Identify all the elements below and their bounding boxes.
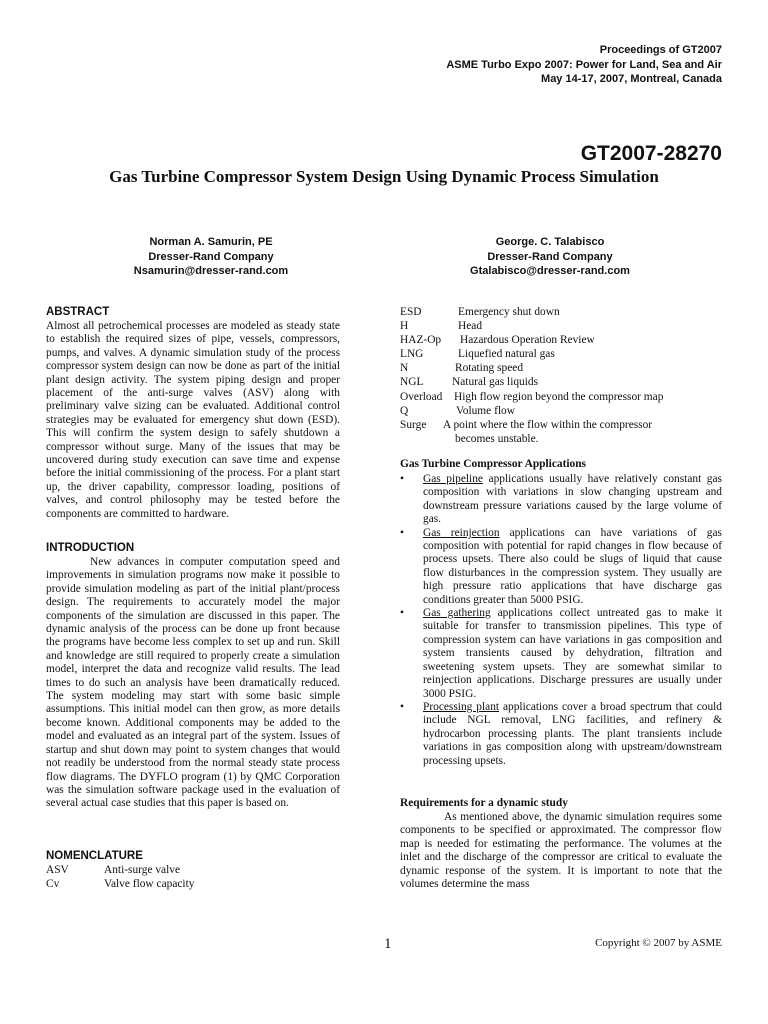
application-term: Gas reinjection (423, 526, 500, 539)
application-term: Gas pipeline (423, 473, 483, 485)
applications-list (400, 473, 722, 768)
nomenclature-symbol: ASV (46, 864, 69, 876)
nomenclature-list-left (46, 863, 340, 891)
application-text: applications cover a broad spectrum that could include NGL removal, LNG facilities, and refinery & hydrocarbon processing plants. The plant transients include variations in gas composition along with upstream/downstream processing upsets. (423, 700, 722, 767)
introduction-heading: INTRODUCTION (46, 542, 135, 554)
nomenclature-item (400, 305, 722, 319)
nomenclature-symbol: Cv (46, 878, 60, 891)
application-term: Processing plant (423, 700, 500, 713)
nomenclature-heading: NOMENCLATURE (46, 850, 143, 862)
nomenclature-item (400, 333, 722, 347)
author-block-1 (116, 235, 306, 279)
abstract-text: Almost all petrochemical processes are modeled as steady state to establish the required sizes of pipe, vessels, compressors, pumps, and valves. A dynamic simulation study of the process compressor system design can now be done as part of the initial plant design activity. The system piping design and proper placement of the anti-surge valves (ASV) along with preliminary valve sizing can be evaluated. Additional control strategies may be evaluated for emergency shut down (ESD). This will confirm the system design to safely shutdown a compressor without surge. Many of the issues that may be uncovered during study execution can save time and expense before the initial commissioning of the process. For a plant start up, the driver capability, compressor loading, positions of valves, and control philosophy may be tested before the components are committed to hardware. (46, 320, 340, 520)
copyright-notice: Copyright © 2007 by ASME (595, 937, 722, 949)
proceedings-title: Proceedings of GT2007 (599, 44, 722, 56)
nomenclature-symbol: NGL (400, 376, 424, 389)
author-email: Nsamurin@dresser-rand.com (133, 265, 289, 277)
author-name: Norman A. Samurin, PE (149, 236, 273, 248)
nomenclature-item (46, 863, 340, 877)
list-item (400, 607, 722, 701)
nomenclature-description: Hazardous Operation Review (460, 334, 595, 347)
requirements-heading: Requirements for a dynamic study (400, 797, 568, 809)
nomenclature-description: Head (458, 320, 483, 333)
list-item (400, 473, 722, 527)
conference-dates: May 14-17, 2007, Montreal, Canada (541, 73, 722, 85)
nomenclature-symbol: LNG (400, 348, 424, 361)
bullet-icon: • (400, 607, 404, 620)
conference-name: ASME Turbo Expo 2007: Power for Land, Sea and Air (446, 58, 722, 71)
nomenclature-item (400, 404, 722, 418)
author-name: George. C. Talabisco (495, 236, 605, 248)
nomenclature-description: A point where the flow within the compressor (443, 418, 653, 431)
application-text: applications collect untreated gas to make it suitable for transfer to transmission pipelines. This type of compression system can have variations in gas composition and system transients caused by dehydration, filtration and sweetening system upsets. They are somewhat similar to reinjection applications. Discharge pressures are usually under 3000 PSIG. (423, 607, 723, 700)
nomenclature-item (400, 361, 722, 375)
nomenclature-symbol: HAZ-Op (400, 334, 442, 347)
paper-title: Gas Turbine Compressor System Design Using Dynamic Process Simulation (109, 167, 659, 186)
nomenclature-symbol: N (400, 362, 409, 375)
nomenclature-description: Rotating speed (455, 362, 524, 375)
nomenclature-description: Volume flow (456, 404, 515, 417)
nomenclature-item (400, 375, 722, 389)
nomenclature-item (400, 319, 722, 333)
nomenclature-description: Natural gas liquids (452, 376, 539, 389)
proceedings-block (446, 43, 722, 87)
nomenclature-description: Anti-surge valve (104, 864, 181, 876)
author-company: Dresser-Rand Company (148, 250, 274, 263)
nomenclature-item (46, 877, 340, 891)
requirements-text: As mentioned above, the dynamic simulation requires some components to be specified or approximated. The compressor flow map is needed for estimating the performance. The volumes at the inlet and the discharge of the compressor are critical to evaluate the dynamic response of the system. It is important to note that the volumes determine the mass (400, 811, 722, 891)
nomenclature-symbol: H (400, 320, 409, 333)
introduction-text: New advances in computer computation speed and improvements in simulation programs now make it possible to provide simulation modeling as part of the initial plant/process design. The requirements to accurately model the major components of the simulation are discussed in this paper. The dynamic analysis of the process can be done up front because the programs have become less complex to set up and run. Skill and knowledge are still required to properly create a simulation model, interpret the data and recognize valid results. The lead times to do such an analysis have been dramatically reduced. The system modeling may start with some basic simple assumptions. This initial model can then grow, as more details become known. Additional components may be added to the model and evaluated as an integral part of the system. Issues of startup and shut down may point to system changes that would not readily be understood from the normal steady state process flow diagrams. The DYFLO program (1) by QMC Corporation was the simulation software package used in the evaluation of several actual case studies that this paper is based on. (46, 556, 340, 810)
list-item (400, 527, 722, 607)
application-text: applications usually have relatively constant gas composition with variations in slow changing upstream and downstream pressure variations caused by the large volume of gas. (423, 473, 722, 526)
nomenclature-symbol: Q (400, 404, 409, 417)
nomenclature-description: Liquefied natural gas (458, 348, 555, 361)
author-block-2 (455, 235, 645, 279)
nomenclature-item (400, 418, 722, 432)
abstract-heading: ABSTRACT (46, 306, 110, 318)
list-item (400, 701, 722, 768)
nomenclature-item (400, 347, 722, 361)
nomenclature-continuation: becomes unstable. (455, 432, 539, 445)
bullet-icon: • (400, 473, 404, 485)
nomenclature-list-right (400, 305, 722, 446)
bullet-icon: • (400, 700, 404, 713)
page-number: 1 (384, 936, 392, 952)
application-term: Gas gathering (423, 607, 491, 620)
bullet-icon: • (400, 526, 404, 539)
nomenclature-symbol: Surge (400, 418, 427, 431)
nomenclature-item (400, 390, 722, 404)
applications-heading: Gas Turbine Compressor Applications (400, 458, 586, 470)
nomenclature-description: Emergency shut down (458, 306, 560, 318)
author-company: Dresser-Rand Company (487, 250, 613, 263)
nomenclature-description: High flow region beyond the compressor map (454, 390, 664, 403)
author-email: Gtalabisco@dresser-rand.com (470, 265, 630, 277)
application-text: applications can have variations of gas composition with potential for rapid changes in flow because of process upsets. There also could be slugs of liquid that cause flow disturbances in the compression system. They usually are high pressure ratio applications that have discharge gas conditions greater than 5000 PSIG. (423, 526, 722, 606)
nomenclature-symbol: Overload (400, 390, 443, 403)
nomenclature-description: Valve flow capacity (104, 878, 195, 891)
nomenclature-symbol: ESD (400, 306, 422, 318)
paper-number: GT2007-28270 (580, 142, 722, 165)
